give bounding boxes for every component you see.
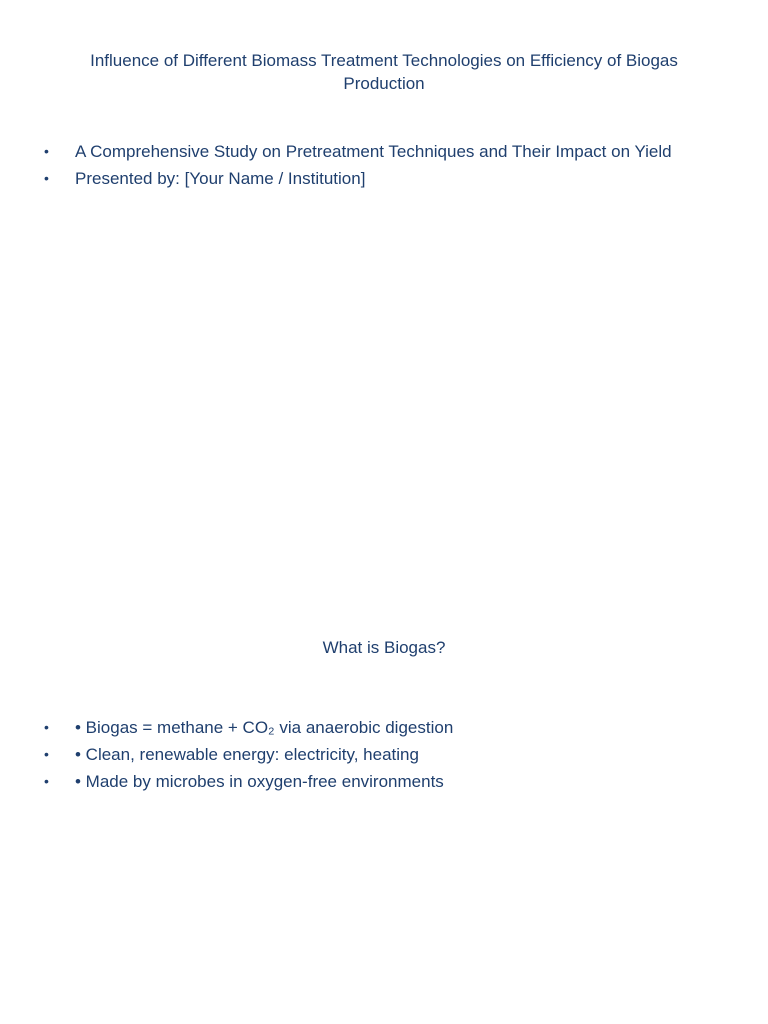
slide-2-title: What is Biogas? (322, 638, 446, 657)
slide-2 (0, 588, 768, 1024)
bullet-text: • Clean, renewable energy: electricity, heating (75, 745, 419, 764)
bullet-icon: • (44, 773, 49, 789)
bullet-text: • Biogas = methane + CO₂ via anaerobic digestion (75, 718, 454, 737)
slide-2-bullet-list (44, 714, 734, 795)
slide-1-title: Influence of Different Biomass Treatment Technologies on Efficiency of Biogas Production (90, 51, 678, 93)
bullet-icon: • (44, 170, 49, 186)
bullet-icon: • (44, 143, 49, 159)
list-item (44, 741, 734, 768)
bullet-icon: • (44, 746, 49, 762)
bullet-icon: • (44, 719, 49, 735)
list-item (44, 165, 734, 192)
bullet-text: A Comprehensive Study on Pretreatment Techniques and Their Impact on Yield (75, 142, 672, 161)
slide-1-bullet-list (44, 138, 734, 192)
list-item (44, 138, 734, 165)
bullet-text: • Made by microbes in oxygen-free environments (75, 772, 444, 791)
bullet-text: Presented by: [Your Name / Institution] (75, 169, 366, 188)
list-item (44, 714, 734, 741)
list-item (44, 768, 734, 795)
